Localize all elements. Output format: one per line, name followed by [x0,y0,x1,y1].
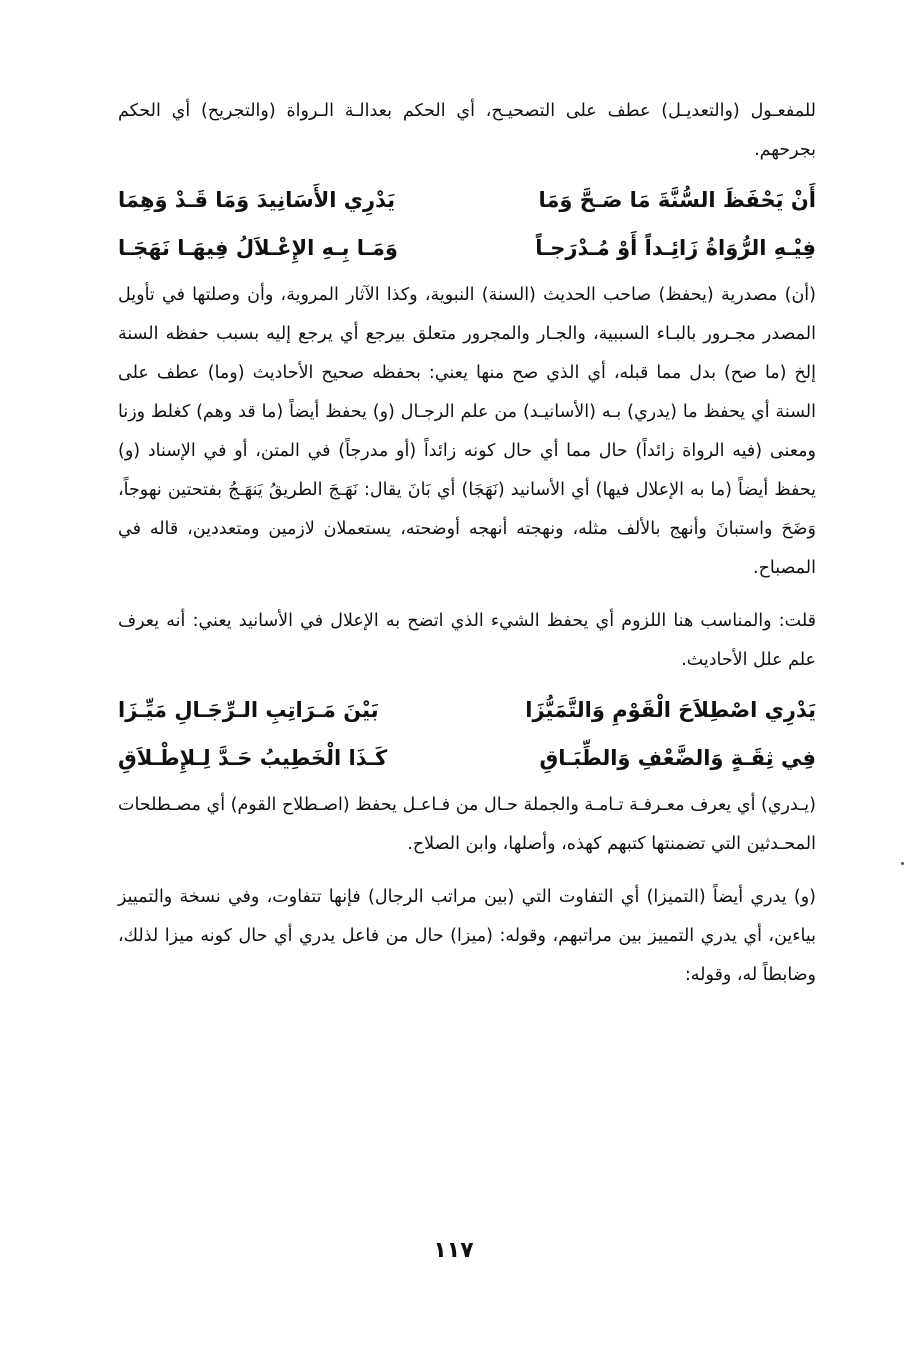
verse-line [118,176,816,224]
verse-block-2 [118,686,816,782]
verse-hemistich-right: يَدْرِي اصْطِلاَحَ الْقَوْمِ وَالتَّمَيُّزَا [525,698,816,722]
verse-hemistich-right: أَنْ يَحْفَظَ السُّنَّةَ مَا صَـحَّ وَمَا [538,188,816,212]
verse-line [118,686,816,734]
verse-hemistich-right: فِيْـهِ الرُّوَاةُ زَائِـداً أَوْ مُـدْرَجـاً [535,236,816,260]
verse-block-1 [118,176,816,272]
verse-line [118,224,816,272]
paragraph: قلت: والمناسب هنا اللزوم أي يحفظ الشيء الذي اتضح به الإعلال في الأسانيد يعني: أنه يعرف علم علل الأحاديث. [118,611,816,670]
verse-hemistich-right: فِي ثِقَـةٍ وَالضَّعْفِ وَالطِّبَـاقِ [539,746,816,770]
verse-hemistich-left: وَمَـا بِـهِ الإِعْـلاَلُ فِيهَـا نَهَجَـا [118,236,398,260]
page-number: ١١٧ [433,1238,474,1263]
page-body [118,92,816,995]
verse-hemistich-left: كَـذَا الْخَطِيبُ حَـدَّ لِـلإِطْـلاَقِ [118,746,388,770]
scan-speck [901,862,904,865]
paragraph: (يـدري) أي يعرف معـرفـة تـامـة والجملة حـال من فـاعـل يحفظ (اصـطلاح القوم) أي مصـطلحات المحـدثين التي تضمنتها كتبهم كهذه، وأصلها، وابن الصلاح. [118,795,816,854]
verse-hemistich-left: يَدْرِي الأَسَانِيدَ وَمَا قَـدْ وَهِمَا [118,188,396,212]
verse-line [118,734,816,782]
paragraph: (أن) مصدرية (يحفظ) صاحب الحديث (السنة) النبوية، وكذا الآثار المروية، وأن وصلتها في تأويل المصدر مجـرور بالبـاء السببية، والجـار والمجرور متعلق بيرجع أي يرجع إليه بسبب حفظه السنة إلخ (ما صح) بدل مما قبله، أي الذي صح منها يعني: بحفظه صحيح الأحاديث (وما) عطف على السنة أي يحفظ ما (يدري) بـه (الأسانيـد) من علم الرجـال (و) يحفظ أيضاً (ما قد وهم) كغلط وزنا ومعنى (فيه الرواة زائداً) حال مما أي حال كونه زائداً (أو مدرجاً) في المتن، أو في الإسناد (و) يحفظ أيضاً (ما به الإعلال فيها) أي الأسانيد (نَهَجَا) أي بَانَ يقال: نَهَـجَ الطريقُ يَنهَـجُ بفتحتين نهوجاً، وَضَحَ واستبانَ وأنهج بالألف مثله، ونهجته أنهجه أوضحته، يستعملان لازمين ومتعددين، قاله في المصباح. [118,285,816,578]
paragraph: للمفعـول (والتعديـل) عطف على التصحيـح، أي الحكم بعدالـة الـرواة (والتجريح) أي الحكم بجرحهم. [118,101,816,160]
paragraph: (و) يدري أيضاً (التميزا) أي التفاوت التي (بين مراتب الرجال) فإنها تتفاوت، وفي نسخة والتمييز بياءين، أي يدري التمييز بين مراتبهم، وقوله: (ميزا) حال من فاعل يدري أي حال كونه ميزا لذلك، وضابطاً له، وقوله: [118,887,816,985]
verse-hemistich-left: بَيْنَ مَـرَاتِبِ الـرِّجَـالِ مَيِّـزَا [118,698,379,722]
